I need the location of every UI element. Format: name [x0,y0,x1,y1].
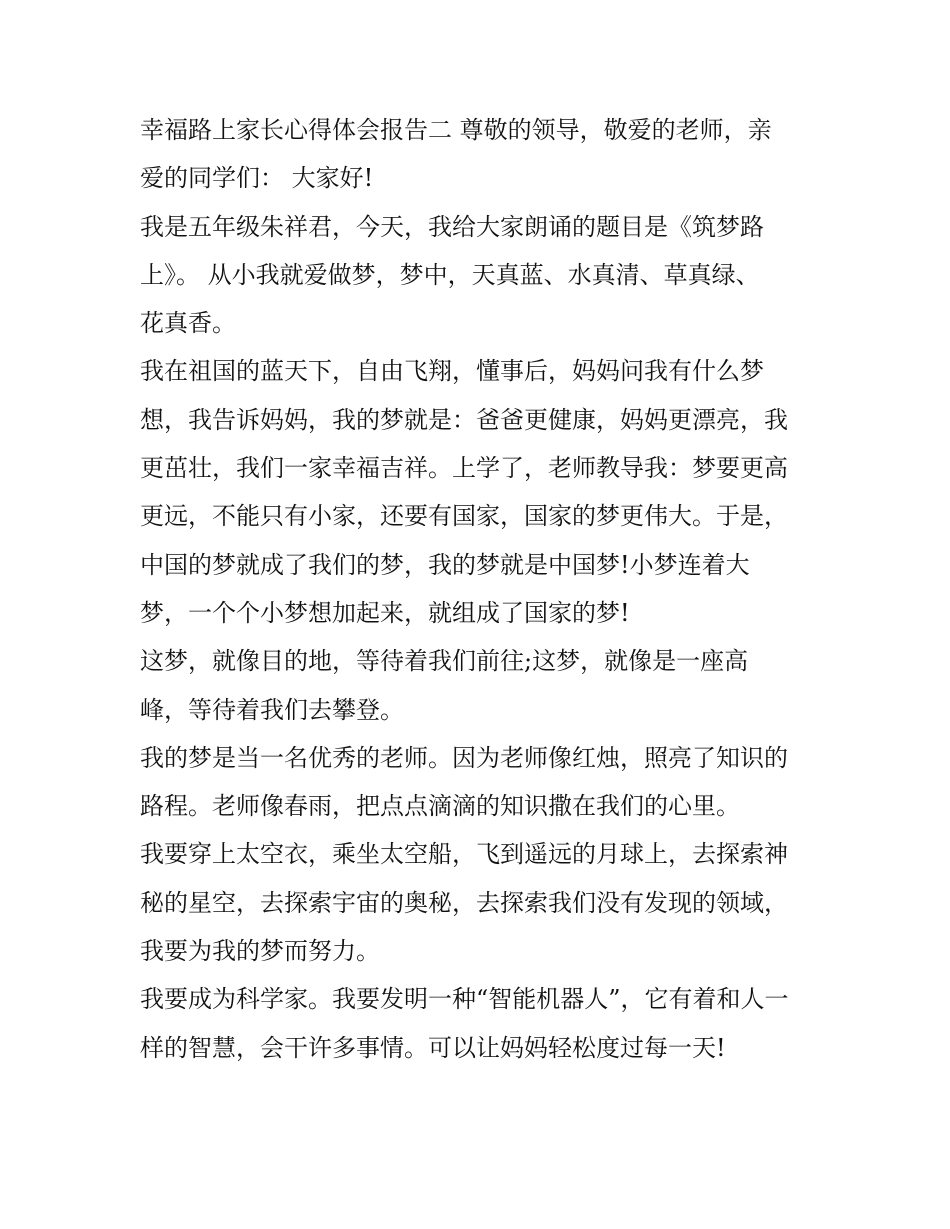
paragraph-dream-metaphor [140,637,820,734]
text-line: 想，我告诉妈妈，我的梦就是：爸爸更健康，妈妈更漂亮，我 [140,405,788,434]
text-line: 更茁壮，我们一家幸福吉祥。上学了，老师教导我：梦要更高 [140,454,788,483]
text-line: 梦，一个个小梦想加起来，就组成了国家的梦! [140,598,630,627]
text-line: 更远，不能只有小家，还要有国家，国家的梦更伟大。于是， [140,502,788,531]
text-line: 我在祖国的蓝天下，自由飞翔，懂事后，妈妈问我有什么梦 [140,357,764,386]
text-line: 我是五年级朱祥君，今天，我给大家朗诵的题目是《筑梦路 [140,212,764,241]
text-line: 路程。老师像春雨，把点点滴滴的知识撒在我们的心里。 [140,792,740,821]
text-line: 我要为我的梦而努力。 [140,937,380,966]
text-line: 峰，等待着我们去攀登。 [140,695,404,724]
text-line: 我要穿上太空衣，乘坐太空船，飞到遥远的月球上，去探索神 [140,840,788,869]
paragraph-dream-origin [140,347,820,637]
paragraph-introduction [140,203,820,348]
paragraph-scientist-dream [140,975,820,1072]
text-line: 爱的同学们： 大家好! [140,164,374,193]
paragraph-space-dream [140,830,820,975]
text-line: 幸福路上家长心得体会报告二 尊敬的领导，敬爱的老师，亲 [140,116,772,144]
paragraph-teacher-dream [140,734,820,831]
text-line: 上》。 从小我就爱做梦，梦中，天真蓝、水真清、草真绿、 [140,260,760,289]
text-line: 样的智慧，会干许多事情。可以让妈妈轻松度过每一天! [140,1033,726,1062]
text-line: 这梦，就像目的地，等待着我们前往;这梦，就像是一座高 [140,647,749,676]
document-body [140,106,820,1072]
text-line: 我要成为科学家。我要发明一种“智能机器人”，它有着和人一 [140,985,789,1014]
text-line: 我的梦是当一名优秀的老师。因为老师像红烛，照亮了知识的 [140,743,788,772]
paragraph-greeting [140,106,820,203]
text-line: 花真香。 [140,309,236,338]
text-line: 秘的星空，去探索宇宙的奥秘，去探索我们没有发现的领域， [140,888,788,917]
text-line: 中国的梦就成了我们的梦，我的梦就是中国梦!小梦连着大 [140,550,750,579]
